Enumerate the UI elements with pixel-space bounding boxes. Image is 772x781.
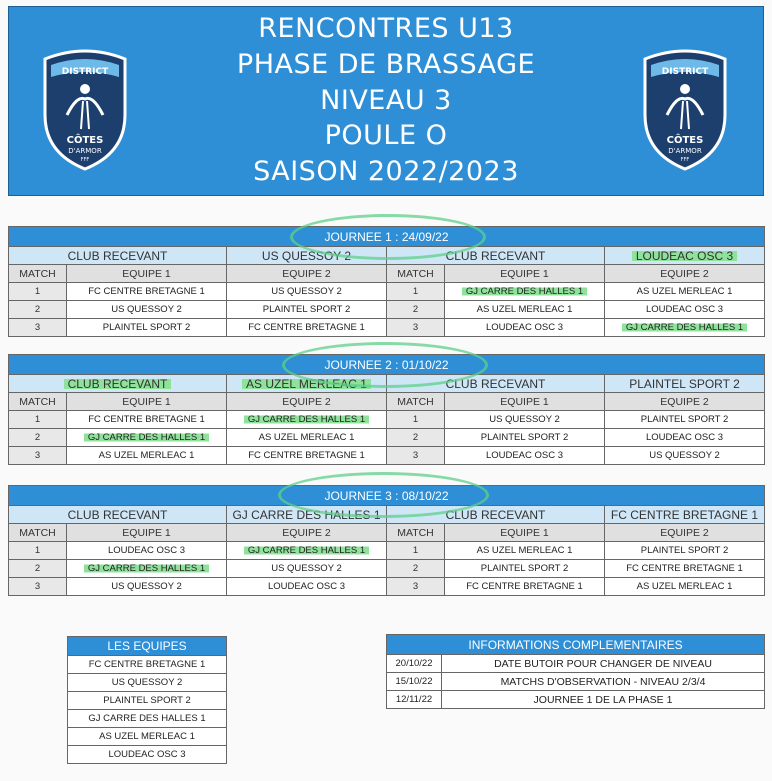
team-list-item: FC CENTRE BRETAGNE 1 <box>68 656 227 674</box>
team-cell: LOUDEAC OSC 3 <box>605 301 765 319</box>
col-header-equipe-1: EQUIPE 1 <box>67 265 227 283</box>
team-cell: PLAINTEL SPORT 2 <box>605 411 765 429</box>
infos-title: INFORMATIONS COMPLEMENTAIRES <box>387 635 765 655</box>
info-row <box>387 691 765 709</box>
host-club: GJ CARRE DES HALLES 1 <box>227 506 387 524</box>
team-cell: GJ CARRE DES HALLES 1 <box>445 283 605 301</box>
team-cell: US QUESSOY 2 <box>227 560 387 578</box>
svg-text:FFF: FFF <box>680 157 690 163</box>
match-number: 3 <box>387 319 445 337</box>
match-number: 1 <box>9 542 67 560</box>
match-number: 2 <box>387 560 445 578</box>
team-cell: AS UZEL MERLEAC 1 <box>227 429 387 447</box>
match-number: 2 <box>387 301 445 319</box>
club-recevant-label: CLUB RECEVANT <box>387 375 605 393</box>
match-row <box>9 283 765 301</box>
team-cell: AS UZEL MERLEAC 1 <box>605 283 765 301</box>
team-cell: FC CENTRE BRETAGNE 1 <box>67 283 227 301</box>
svg-text:D'ARMOR: D'ARMOR <box>668 147 702 155</box>
journee-3-title: JOURNEE 3 : 08/10/22 <box>9 486 765 506</box>
club-recevant-label: CLUB RECEVANT <box>9 247 227 265</box>
match-number: 1 <box>9 411 67 429</box>
col-header-match: MATCH <box>9 393 67 411</box>
team-cell: FC CENTRE BRETAGNE 1 <box>445 578 605 596</box>
infos-table <box>386 634 765 709</box>
highlight-circle <box>278 472 489 518</box>
team-cell: PLAINTEL SPORT 2 <box>227 301 387 319</box>
host-club: LOUDEAC OSC 3 <box>605 247 765 265</box>
match-number: 2 <box>9 560 67 578</box>
team-cell: AS UZEL MERLEAC 1 <box>67 447 227 465</box>
match-number: 3 <box>387 447 445 465</box>
col-header-equipe-2: EQUIPE 2 <box>227 393 387 411</box>
col-header-match: MATCH <box>387 524 445 542</box>
district-logo-right <box>637 45 733 173</box>
info-row <box>387 673 765 691</box>
team-cell: LOUDEAC OSC 3 <box>445 319 605 337</box>
col-header-equipe-2: EQUIPE 2 <box>605 393 765 411</box>
match-row <box>9 411 765 429</box>
col-header-equipe-1: EQUIPE 1 <box>445 393 605 411</box>
team-cell: AS UZEL MERLEAC 1 <box>445 301 605 319</box>
team-cell: US QUESSOY 2 <box>445 411 605 429</box>
match-row <box>9 301 765 319</box>
col-header-equipe-1: EQUIPE 1 <box>445 265 605 283</box>
host-club: AS UZEL MERLEAC 1 <box>227 375 387 393</box>
info-date: 20/10/22 <box>387 655 442 673</box>
team-cell: GJ CARRE DES HALLES 1 <box>67 560 227 578</box>
team-cell: FC CENTRE BRETAGNE 1 <box>227 447 387 465</box>
info-text: DATE BUTOIR POUR CHANGER DE NIVEAU <box>442 655 765 673</box>
journee-2-title: JOURNEE 2 : 01/10/22 <box>9 355 765 375</box>
team-cell: GJ CARRE DES HALLES 1 <box>67 429 227 447</box>
svg-text:DISTRICT: DISTRICT <box>661 67 709 77</box>
highlight-circle <box>282 342 488 388</box>
match-number: 3 <box>9 447 67 465</box>
journee-1-title: JOURNEE 1 : 24/09/22 <box>9 227 765 247</box>
match-number: 1 <box>387 542 445 560</box>
col-header-equipe-2: EQUIPE 2 <box>227 524 387 542</box>
team-list-item: AS UZEL MERLEAC 1 <box>68 728 227 746</box>
match-row <box>9 429 765 447</box>
team-list-item: LOUDEAC OSC 3 <box>68 746 227 764</box>
club-recevant-label: CLUB RECEVANT <box>387 506 605 524</box>
host-club: PLAINTEL SPORT 2 <box>605 375 765 393</box>
team-cell: FC CENTRE BRETAGNE 1 <box>227 319 387 337</box>
team-cell: LOUDEAC OSC 3 <box>67 542 227 560</box>
club-recevant-label: CLUB RECEVANT <box>9 506 227 524</box>
match-number: 1 <box>387 411 445 429</box>
match-row <box>9 578 765 596</box>
info-text: JOURNEE 1 DE LA PHASE 1 <box>442 691 765 709</box>
team-cell: AS UZEL MERLEAC 1 <box>605 578 765 596</box>
team-cell: FC CENTRE BRETAGNE 1 <box>67 411 227 429</box>
team-cell: US QUESSOY 2 <box>67 578 227 596</box>
team-cell: GJ CARRE DES HALLES 1 <box>605 319 765 337</box>
match-number: 2 <box>9 301 67 319</box>
title-line-5: SAISON 2022/2023 <box>253 156 519 187</box>
svg-text:CÔTES: CÔTES <box>666 135 704 146</box>
match-row <box>9 319 765 337</box>
match-number: 1 <box>387 283 445 301</box>
title-line-3: NIVEAU 3 <box>320 85 452 116</box>
match-number: 2 <box>387 429 445 447</box>
col-header-equipe-1: EQUIPE 1 <box>445 524 605 542</box>
svg-text:DISTRICT: DISTRICT <box>61 67 109 77</box>
match-number: 1 <box>9 283 67 301</box>
team-cell: FC CENTRE BRETAGNE 1 <box>605 560 765 578</box>
team-cell: GJ CARRE DES HALLES 1 <box>227 542 387 560</box>
district-logo-left <box>37 45 133 173</box>
highlight-circle <box>290 214 486 260</box>
team-cell: LOUDEAC OSC 3 <box>227 578 387 596</box>
col-header-match: MATCH <box>387 393 445 411</box>
info-text: MATCHS D'OBSERVATION - NIVEAU 2/3/4 <box>442 673 765 691</box>
title-line-4: POULE O <box>324 120 448 151</box>
team-cell: PLAINTEL SPORT 2 <box>445 560 605 578</box>
team-list-item: PLAINTEL SPORT 2 <box>68 692 227 710</box>
team-cell: PLAINTEL SPORT 2 <box>445 429 605 447</box>
col-header-equipe-2: EQUIPE 2 <box>605 524 765 542</box>
info-date: 12/11/22 <box>387 691 442 709</box>
team-cell: US QUESSOY 2 <box>67 301 227 319</box>
team-cell: LOUDEAC OSC 3 <box>445 447 605 465</box>
match-row <box>9 447 765 465</box>
team-cell: US QUESSOY 2 <box>605 447 765 465</box>
team-cell: US QUESSOY 2 <box>227 283 387 301</box>
info-row <box>387 655 765 673</box>
team-cell: PLAINTEL SPORT 2 <box>605 542 765 560</box>
club-recevant-label: CLUB RECEVANT <box>9 375 227 393</box>
club-recevant-label: CLUB RECEVANT <box>387 247 605 265</box>
title-line-1: RENCONTRES U13 <box>258 13 514 44</box>
svg-text:D'ARMOR: D'ARMOR <box>68 147 102 155</box>
svg-text:CÔTES: CÔTES <box>66 135 104 146</box>
match-number: 3 <box>9 319 67 337</box>
team-list-item: US QUESSOY 2 <box>68 674 227 692</box>
match-number: 2 <box>9 429 67 447</box>
svg-text:FFF: FFF <box>80 157 90 163</box>
col-header-match: MATCH <box>9 265 67 283</box>
col-header-equipe-2: EQUIPE 2 <box>227 265 387 283</box>
col-header-match: MATCH <box>387 265 445 283</box>
match-row <box>9 560 765 578</box>
host-club: FC CENTRE BRETAGNE 1 <box>605 506 765 524</box>
col-header-equipe-1: EQUIPE 1 <box>67 524 227 542</box>
host-club: US QUESSOY 2 <box>227 247 387 265</box>
col-header-equipe-2: EQUIPE 2 <box>605 265 765 283</box>
equipes-table <box>67 636 227 764</box>
team-cell: GJ CARRE DES HALLES 1 <box>227 411 387 429</box>
info-date: 15/10/22 <box>387 673 442 691</box>
match-row <box>9 542 765 560</box>
team-list-item: GJ CARRE DES HALLES 1 <box>68 710 227 728</box>
team-cell: AS UZEL MERLEAC 1 <box>445 542 605 560</box>
match-number: 3 <box>387 578 445 596</box>
col-header-match: MATCH <box>9 524 67 542</box>
equipes-title: LES EQUIPES <box>68 637 227 656</box>
match-number: 3 <box>9 578 67 596</box>
team-cell: PLAINTEL SPORT 2 <box>67 319 227 337</box>
header-banner <box>8 6 764 196</box>
title-line-2: PHASE DE BRASSAGE <box>236 49 536 80</box>
col-header-equipe-1: EQUIPE 1 <box>67 393 227 411</box>
team-cell: LOUDEAC OSC 3 <box>605 429 765 447</box>
